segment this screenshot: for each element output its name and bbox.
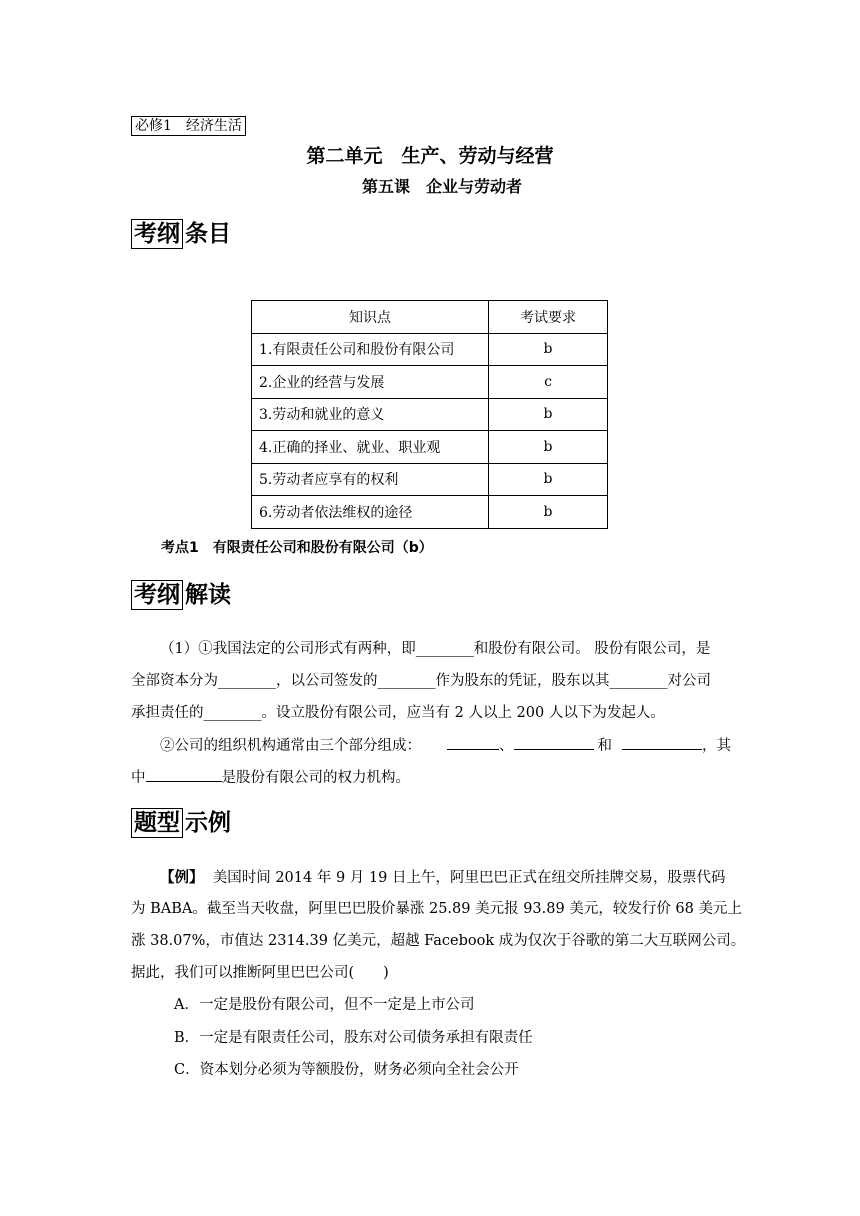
table-cell: 4.正确的择业、就业、职业观 [252,431,489,464]
table-cell: 5.劳动者应享有的权利 [252,463,489,496]
unit-title: 第二单元 生产、劳动与经营 [306,145,554,167]
text-span: 美国时间 2014 年 9 月 19 日上午，阿里巴巴正式在纽交所挂牌交易，股票代码 [203,870,726,886]
table-header-row [252,301,608,334]
text-span: 和 [597,738,612,754]
reading-line-3 [131,697,731,729]
example-line-4: 据此，我们可以推断阿里巴巴公司( ) [131,965,389,981]
text-span: 。设立股份有限公司，应当有 2 人以上 200 人以下为发起人。 [261,705,665,721]
fill-blank-line [146,767,222,782]
fill-blank: ________ [415,641,474,657]
example-line-3: 涨 38.07%，市值达 2314.39 亿美元，超越 Facebook 成为仅次于谷歌的第二大互联网公司。 [131,933,746,949]
textbook-tag: 必修1 经济生活 [131,116,246,136]
table-row [252,366,608,399]
section-heading-boxed: 题型 [131,808,183,838]
fill-blank: ________ [377,673,436,689]
fill-blank-line [447,735,499,750]
section-heading-boxed: 考纲 [131,580,183,610]
reading-line-4 [131,730,731,762]
section-heading-outline [131,219,231,249]
table-cell: b [489,431,608,464]
table-row [252,431,608,464]
requirements-table [251,300,608,529]
section-heading-rest: 条目 [185,221,231,247]
text-span: 是股份有限公司的权力机构。 [221,770,410,786]
fill-blank: ________ [203,705,262,721]
text-span: ②公司的组织机构通常由三个部分组成： [160,738,421,754]
reading-line-5 [131,762,731,794]
lesson-title: 第五课 企业与劳动者 [362,177,523,196]
table-cell: 1.有限责任公司和股份有限公司 [252,333,489,366]
table-cell: 6.劳动者依法维权的途径 [252,496,489,529]
section-heading-boxed: 考纲 [131,219,183,249]
section-heading-reading [131,580,231,610]
reading-line-2 [131,665,731,697]
fill-blank: ________ [218,673,276,689]
option-b: B．一定是有限责任公司，股东对公司债务承担有限责任 [174,1030,533,1046]
table-row [252,496,608,529]
fill-blank-line [622,735,702,750]
example-label: 【例】 [160,870,204,886]
table-row [252,398,608,431]
option-a: A．一定是股份有限公司，但不一定是上市公司 [174,997,475,1013]
table-header-cell: 知识点 [252,301,489,334]
option-c: C．资本划分必须为等额股份，财务必须向全社会公开 [174,1062,519,1078]
table-cell: b [489,463,608,496]
text-span: 作为股东的凭证，股东以其 [435,673,610,689]
text-span: 对公司 [667,673,711,689]
text-span: ，以公司签发的 [276,673,378,689]
section-heading-example [131,808,231,838]
table-cell: 3.劳动和就业的意义 [252,398,489,431]
example-line-2: 为 BABA。截至当天收盘，阿里巴巴股价暴涨 25.89 美元报 93.89 美元，较发行价 68 美元上 [131,901,742,917]
table-row [252,333,608,366]
fill-blank-line [514,735,594,750]
text-span: 全部资本分为 [131,673,218,689]
section-heading-rest: 示例 [185,810,231,836]
table-cell: 2.企业的经营与发展 [252,366,489,399]
text-span: 承担责任的 [131,705,204,721]
example-line-1 [131,862,731,894]
reading-line-1 [131,633,731,665]
table-cell: b [489,333,608,366]
table-row [252,463,608,496]
table-cell: c [489,366,608,399]
text-span: 中 [131,770,146,786]
table-header-cell: 考试要求 [489,301,608,334]
fill-blank: ________ [609,673,668,689]
section-heading-rest: 解读 [185,582,231,608]
text-span: （1）①我国法定的公司形式有两种，即 [160,641,416,657]
text-span: ，其 [702,738,731,754]
table-cell: b [489,398,608,431]
text-span: 、 [499,738,514,754]
text-span: 和股份有限公司。 股份有限公司，是 [473,641,711,657]
exam-point-title: 考点1 有限责任公司和股份有限公司（b） [161,540,433,556]
table-cell: b [489,496,608,529]
